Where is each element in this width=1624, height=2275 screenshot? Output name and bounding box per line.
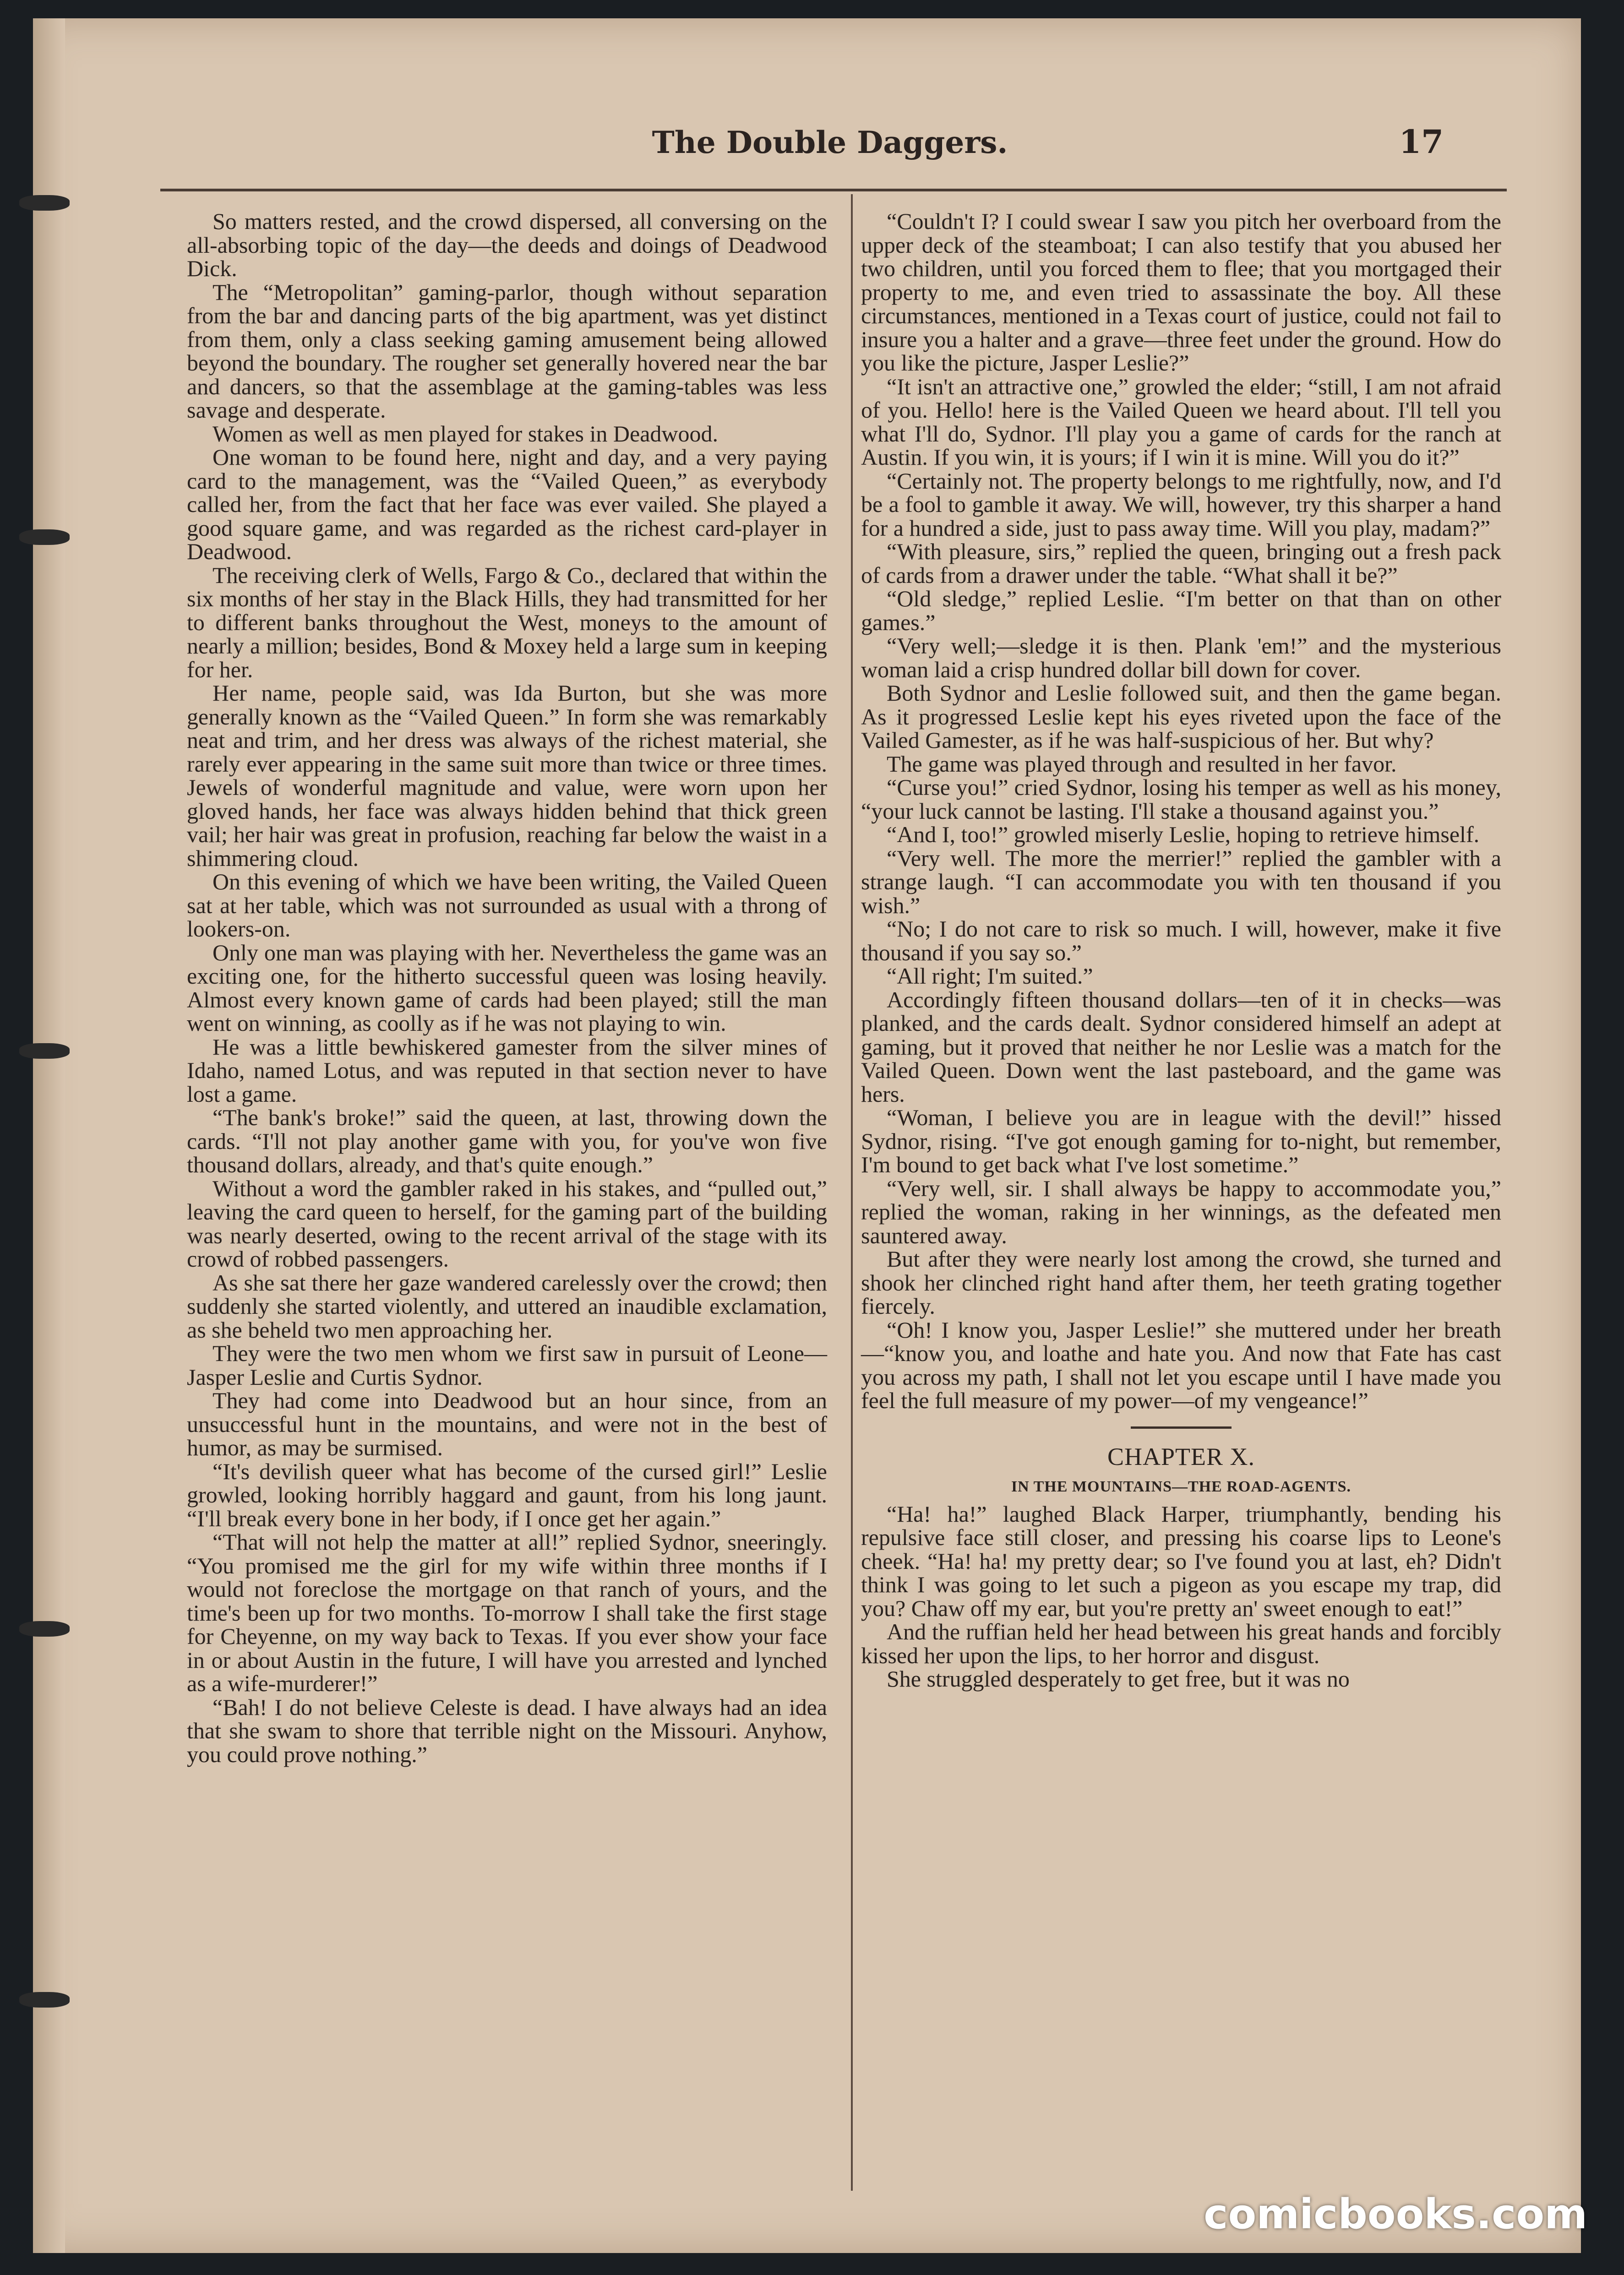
paragraph: “Old sledge,” replied Leslie. “I'm better on that than on other games.”: [861, 586, 1501, 635]
paragraph: Without a word the gambler raked in his stakes, and “pulled out,” leaving the card queen to herself, for the gaming part of the building was nearly deserted, owing to the recent arrival of the stage with its crowd of robbed passengers.: [187, 1175, 827, 1272]
magazine-page: [33, 18, 1581, 2253]
paragraph: “It's devilish queer what has become of the cursed girl!” Leslie growled, looking horribly haggard and gaunt, from his long jaunt. “I'll break every bone in her body, if I once get her again.”: [187, 1458, 827, 1531]
paragraph: Women as well as men played for stakes in Deadwood.: [213, 420, 719, 446]
paragraph: “Oh! I know you, Jasper Leslie!” she muttered under her breath—“know you, and loathe and hate you. And now that Fate has cast you across my path, I shall not let you escape until I have made you feel the full measure of my power—of my vengeance!”: [861, 1317, 1501, 1413]
paragraph: They were the two men whom we first saw in pursuit of Leone—Jasper Leslie and Curtis Sydnor.: [187, 1340, 827, 1390]
paragraph: “No; I do not care to risk so much. I will, however, make it five thousand if you say so.”: [861, 916, 1501, 965]
paragraph: The game was played through and resulted in her favor.: [887, 751, 1397, 777]
page-gutter: [33, 18, 65, 2253]
paragraph: “Couldn't I? I could swear I saw you pitch her overboard from the upper deck of the steamboat; I can also testify that you abused her two children, until you forced them to flee; that you mortgaged their property to me, and even tried to assassinate the boy. All these circumstances, mentioned in a Texas court of justice, could not fail to insure you a halter and a grave—three feet under the ground. How do you like the picture, Jasper Leslie?”: [861, 208, 1501, 376]
column-divider: [851, 194, 853, 2191]
paragraph: “Very well. The more the merrier!” replied the gambler with a strange laugh. “I can accommodate you with ten thousand if you wish.”: [861, 845, 1501, 918]
chapter-title: CHAPTER X.: [1107, 1442, 1255, 1470]
paragraph: “Bah! I do not believe Celeste is dead. I have always had an idea that she swam to shore that terrible night on the Missouri. Anyhow, you could prove nothing.”: [187, 1694, 827, 1767]
staple-hole: [19, 195, 70, 211]
paragraph: “Very well;—sledge it is then. Plank 'em!” and the mysterious woman laid a crisp hundred dollar bill down for cover.: [861, 633, 1501, 682]
paragraph: Both Sydnor and Leslie followed suit, and then the game began. As it progressed Leslie kept his eyes riveted upon the face of the Vailed Gamester, as if he was half-suspicious of her. But why?: [861, 680, 1501, 753]
paragraph: “That will not help the matter at all!” replied Sydnor, sneeringly. “You promised me the girl for my wife within three months if I would not foreclose the mortgage on that ranch of yours, and the time's been up for two months. To-morrow I shall take the first stage for Cheyenne, on my way back to Texas. If you ever show your face in or about Austin in the future, I will have you arrested and lynched as a wife-murderer!”: [187, 1529, 827, 1696]
paragraph: The receiving clerk of Wells, Fargo & Co., declared that within the six months of her stay in the Black Hills, they had transmitted for her to different banks throughout the West, moneys to the amount of nearly a million; besides, Bond & Moxey held a large sum in keeping for her.: [187, 562, 827, 682]
chapter-subtitle: IN THE MOUNTAINS—THE ROAD-AGENTS.: [1011, 1478, 1352, 1495]
running-title: The Double Daggers.: [652, 125, 1008, 160]
paragraph: “All right; I'm suited.”: [887, 963, 1093, 989]
page-number: 17: [1399, 123, 1444, 161]
paragraph: “Curse you!” cried Sydnor, losing his temper as well as his money, “your luck cannot be lasting. I'll stake a thousand against you.”: [861, 774, 1501, 824]
paragraph: On this evening of which we have been writing, the Vailed Queen sat at her table, which was not surrounded as usual with a throng of lookers-on.: [187, 869, 827, 942]
paragraph: “Woman, I believe you are in league with the devil!” hissed Sydnor, rising. “I've got enough gaming for to-night, but remember, I'm bound to get back what I've lost sometime.”: [861, 1105, 1501, 1177]
paragraph: “The bank's broke!” said the queen, at last, throwing down the cards. “I'll not play another game with you, for you've won five thousand dollars, already, and that's quite enough.”: [187, 1105, 827, 1177]
paragraph: Only one man was playing with her. Nevertheless the game was an exciting one, for the hitherto successful queen was losing heavily. Almost every known game of cards had been played; still the man went on winning, as coolly as if he was not playing to win.: [187, 939, 827, 1036]
staple-hole: [19, 529, 70, 545]
header-rule: [160, 189, 1507, 191]
paragraph: But after they were nearly lost among the crowd, she turned and shook her clinched right hand after them, her teeth grating together fiercely.: [861, 1246, 1501, 1319]
paragraph: They had come into Deadwood but an hour since, from an unsuccessful hunt in the mountains, and were not in the best of humor, as may be surmised.: [187, 1388, 827, 1460]
site-watermark: comicbooks.com: [1204, 2190, 1587, 2238]
paragraph: So matters rested, and the crowd dispersed, all conversing on the all-absorbing topic of the day—the deeds and doings of Deadwood Dick.: [187, 208, 827, 281]
paragraph: “It isn't an attractive one,” growled the elder; “still, I am not afraid of you. Hello! here is the Vailed Queen we heard about. I'll tell you what I'll do, Sydnor. I'll play you a game of cards for the ranch at Austin. If you win, it is yours; if I win it is mine. Will you do it?”: [861, 373, 1501, 470]
right-column: [861, 210, 1501, 1691]
staple-hole: [19, 1043, 70, 1059]
paragraph: And the ruffian held her head between his great hands and forcibly kissed her upon the lips, to her horror and disgust.: [861, 1619, 1501, 1668]
paragraph: She struggled desperately to get free, but it was no: [887, 1666, 1350, 1692]
paragraph: The “Metropolitan” gaming-parlor, though without separation from the bar and dancing parts of the big apartment, was yet distinct from them, only a class seeking gaming amusement being allowed beyond the boundary. The rougher set generally hovered near the bar and dancers, so that the assemblage at the gaming-tables was less savage and desperate.: [187, 279, 827, 423]
paragraph: “With pleasure, sirs,” replied the queen, bringing out a fresh pack of cards from a drawer under the table. “What shall it be?”: [861, 539, 1501, 588]
staple-hole: [19, 1992, 70, 2008]
paragraph: He was a little bewhiskered gamester from the silver mines of Idaho, named Lotus, and was reputed in that section never to have lost a game.: [187, 1034, 827, 1107]
paragraph: “Ha! ha!” laughed Black Harper, triumphantly, bending his repulsive face still closer, and pressing his coarse lips to Leone's cheek. “Ha! ha! my pretty dear; so I've found you at last, eh? Didn't think I was going to let such a pigeon as you escape my trap, did you? Chaw off my ear, but you're pretty an' sweet enough to eat!”: [861, 1501, 1501, 1621]
paragraph: “And I, too!” growled miserly Leslie, hoping to retrieve himself.: [887, 822, 1480, 847]
staple-hole: [19, 1621, 70, 1637]
paragraph: “Certainly not. The property belongs to me rightfully, now, and I'd be a fool to gamble it away. We will, however, try this sharper a hand for a hundred a side, just to pass away time. Will you play, madam?”: [861, 468, 1501, 541]
paragraph: “Very well, sir. I shall always be happy to accommodate you,” replied the woman, raking in her winnings, as the defeated men sauntered away.: [861, 1175, 1501, 1248]
paragraph: Accordingly fifteen thousand dollars—ten of it in checks—was planked, and the cards dealt. Sydnor considered himself an adept at gaming, but it proved that neither he nor Leslie was a match for the Vailed Queen. Down went the last pasteboard, and the game was hers.: [861, 986, 1501, 1107]
left-column: [187, 210, 827, 1766]
chapter-divider: [1131, 1426, 1232, 1429]
paragraph: One woman to be found here, night and day, and a very paying card to the management, was the “Vailed Queen,” as everybody called her, from the fact that her face was ever vailed. She played a good square game, and was regarded as the richest card-player in Deadwood.: [187, 444, 827, 564]
paragraph: Her name, people said, was Ida Burton, but she was more generally known as the “Vailed Queen.” In form she was remarkably neat and trim, and her dress was always of the richest material, she rarely ever appearing in the same suit more than twice or three times. Jewels of wonderful magnitude and value, were worn upon her gloved hands, her face was always hidden behind that thick green vail; her hair was great in profusion, reaching far below the waist in a shimmering cloud.: [187, 680, 827, 871]
paragraph: As she sat there her gaze wandered carelessly over the crowd; then suddenly she started violently, and uttered an inaudible exclamation, as she beheld two men approaching her.: [187, 1269, 827, 1343]
